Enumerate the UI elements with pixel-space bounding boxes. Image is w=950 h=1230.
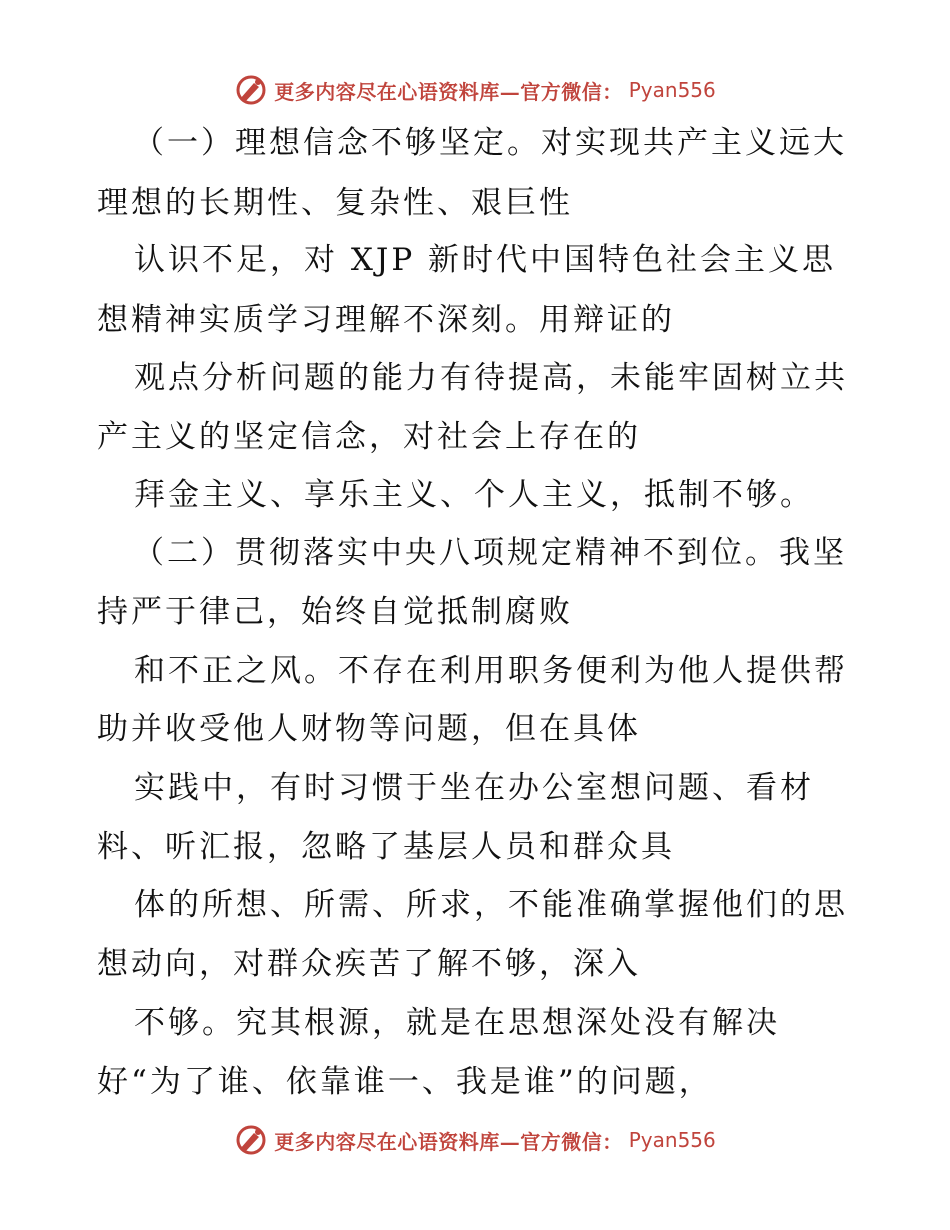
text-line: 料、听汇报，忽略了基层人员和群众具 [97,829,675,865]
text-line: 认识不足，对 XJP 新时代中国特色社会主义思 [134,242,837,278]
text-line: 体的所想、所需、所求，不能准确掌握他们的思 [134,887,848,923]
watermark-text: 更多内容尽在心语资料库—官方微信： [274,79,623,104]
text-line: 好“为了谁、依靠谁一、我是谁”的问题， [97,1064,713,1100]
pen-logo-icon [234,73,268,107]
text-line: （二）贯彻落实中央八项规定精神不到位。我坚 [133,535,847,571]
text-line: （一）理想信念不够坚定。对实现共产主义远大 [133,125,847,161]
text-line: 和不正之风。不存在利用职务便利为他人提供帮 [134,653,848,689]
text-line: 想动向，对群众疾苦了解不够，深入 [97,946,641,982]
text-line: 观点分析问题的能力有待提高，未能牢固树立共 [134,360,848,396]
text-line: 产主义的坚定信念，对社会上存在的 [97,419,641,455]
watermark-wechat-id: Pyan556 [628,1128,716,1152]
watermark-footer [0,1120,950,1160]
watermark-text: 更多内容尽在心语资料库—官方微信： [274,1129,623,1154]
text-line: 持严于律己，始终自觉抵制腐败 [97,594,573,630]
pen-logo-icon [234,1123,268,1157]
watermark-wechat-id: Pyan556 [628,78,716,102]
text-line: 助并收受他人财物等问题，但在具体 [97,711,641,747]
text-line: 想精神实质学习理解不深刻。用辩证的 [97,302,675,338]
text-line: 理想的长期性、复杂性、艰巨性 [97,185,573,221]
watermark-header [0,70,950,110]
text-line: 实践中，有时习惯于坐在办公室想问题、看材 [134,770,814,806]
text-line: 不够。究其根源，就是在思想深处没有解决 [134,1005,780,1041]
text-line: 拜金主义、享乐主义、个人主义，抵制不够。 [134,477,814,513]
